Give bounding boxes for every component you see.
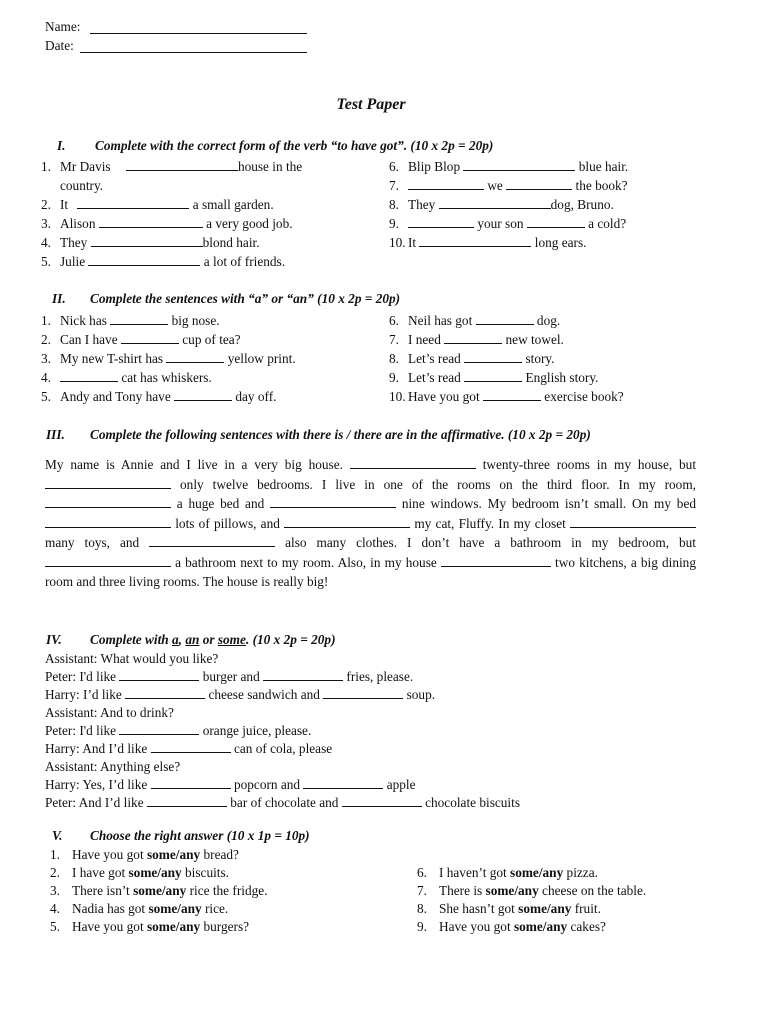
s5-item-2: 2. I have got some/any biscuits. [50,865,229,880]
dialogue-line: Harry: Yes, I’d like popcorn and apple [45,777,416,792]
some-any-choice[interactable]: some/any [133,883,187,898]
some-any-choice[interactable]: some/any [485,883,539,898]
answer-blank[interactable] [147,795,227,807]
answer-blank[interactable] [149,535,275,547]
some-any-choice[interactable]: some/any [510,865,564,880]
answer-blank[interactable] [444,332,502,344]
dialogue-line: Harry: And I’d like can of cola, please [45,741,333,756]
answer-blank[interactable] [121,332,179,344]
answer-blank[interactable] [166,351,224,363]
s1-item-2: 2. It a small garden. [41,197,274,212]
answer-blank[interactable] [45,477,171,489]
section-2-heading: II. Complete the sentences with “a” or “an” (10 x 2p = 20p) [52,291,401,306]
answer-blank[interactable] [174,389,232,401]
s2-item-5: 5. Andy and Tony have day off. [41,389,277,404]
s1-item-1-cont: country. [60,178,104,193]
s2-item-6: 6. Neil has got dog. [389,313,561,328]
answer-blank[interactable] [350,457,476,469]
s2-item-3: 3. My new T-shirt has yellow print. [41,351,296,366]
answer-blank[interactable] [126,159,238,171]
s5-item-5: 5. Have you got some/any burgers? [50,919,250,934]
answer-blank[interactable] [110,313,168,325]
page-title: Test Paper [336,96,406,113]
s5-item-4: 4. Nadia has got some/any rice. [50,901,229,916]
s2-item-2: 2. Can I have cup of tea? [41,332,241,347]
answer-blank[interactable] [77,197,189,209]
s5-item-1: 1. Have you got some/any bread? [50,847,239,862]
answer-blank[interactable] [527,216,585,228]
answer-blank[interactable] [284,516,410,528]
s2-item-9: 9. Let’s read English story. [389,370,599,385]
answer-blank[interactable] [506,178,572,190]
answer-blank[interactable] [91,235,203,247]
date-field[interactable] [80,52,307,53]
answer-blank[interactable] [408,178,484,190]
some-any-choice[interactable]: some/any [513,919,568,934]
answer-blank[interactable] [419,235,531,247]
section-3-heading: III. Complete the following sentences with there is / there are in the affirmative. (10 x 2p = 20p) [46,427,591,442]
answer-blank[interactable] [151,741,231,753]
section-4-heading: IV. Complete with a, an or some. (10 x 2p = 20p) [46,632,336,647]
dialogue-line: Assistant: And to drink? [45,705,174,720]
section-3-paragraph: My name is Annie and I live in a very big house. twenty-three rooms in my house, but only twelve bedrooms. I live in one of the rooms on the third floor. In my room, a huge bed and nine windows. My bedroom isn’t small. On my bed lots of pillows, and my cat, Fluffy. In my closet many toys, and also many clothes. I don’t have a bathroom in my bedroom, but a bathroom next to my room. Also, in my house two kitchens, a big dining room and three living rooms. The house is really big! [45,457,697,589]
dialogue-line: Peter: I'd like burger and fries, please. [45,669,414,684]
some-any-choice[interactable]: some/any [128,865,182,880]
answer-blank[interactable] [464,351,522,363]
dialogue-line: Assistant: What would you like? [45,651,219,666]
dialogue-line: Peter: And I’d like bar of chocolate and chocolate biscuits [45,795,520,810]
answer-blank[interactable] [463,159,575,171]
answer-blank[interactable] [441,555,551,567]
s2-item-7: 7. I need new towel. [389,332,564,347]
answer-blank[interactable] [303,777,383,789]
answer-blank[interactable] [464,370,522,382]
s2-item-1: 1. Nick has big nose. [41,313,220,328]
s1-item-6: 6. Blip Blop blue hair. [389,159,629,174]
section-5-heading: V. Choose the right answer (10 x 1p = 10p) [52,828,310,843]
answer-blank[interactable] [263,669,343,681]
s1-item-4: 4. They blond hair. [41,235,260,250]
answer-blank[interactable] [270,496,396,508]
s1-item-8: 8. They dog, Bruno. [389,197,614,212]
answer-blank[interactable] [476,313,534,325]
s1-item-10: 10. It long ears. [389,235,587,250]
name-field[interactable] [90,33,307,34]
dialogue-line: Assistant: Anything else? [45,759,181,774]
s5-item-3: 3. There isn’t some/any rice the fridge. [50,883,268,898]
s1-item-9: 9. your son a cold? [389,216,627,231]
name-label: Name: [45,19,81,34]
answer-blank[interactable] [408,216,474,228]
s5-item-7: 7. There is some/any cheese on the table. [417,883,647,898]
answer-blank[interactable] [88,254,200,266]
answer-blank[interactable] [60,370,118,382]
answer-blank[interactable] [45,516,171,528]
some-any-choice[interactable]: some/any [146,847,201,862]
answer-blank[interactable] [323,687,403,699]
answer-blank[interactable] [45,555,171,567]
s1-item-5: 5. Julie a lot of friends. [41,254,286,269]
section-1-heading: I. Complete with the correct form of the verb “to have got”. (10 x 2p = 20p) [57,138,494,153]
answer-blank[interactable] [483,389,541,401]
answer-blank[interactable] [151,777,231,789]
s2-item-10: 10. Have you got exercise book? [389,389,624,404]
dialogue-line: Harry: I’d like cheese sandwich and soup. [45,687,436,702]
answer-blank[interactable] [125,687,205,699]
answer-blank[interactable] [45,496,171,508]
s1-item-3: 3. Alison a very good job. [41,216,293,231]
s2-item-4: 4. cat has whiskers. [41,370,212,385]
answer-blank[interactable] [119,669,199,681]
s1-item-1: 1. Mr Davis house in the [41,159,303,174]
s1-item-7: 7. we the book? [389,178,628,193]
date-label: Date: [45,38,74,53]
s5-item-9: 9. Have you got some/any cakes? [417,919,606,934]
answer-blank[interactable] [99,216,203,228]
some-any-choice[interactable]: some/any [518,901,572,916]
dialogue-line: Peter: I'd like orange juice, please. [45,723,312,738]
answer-blank[interactable] [439,197,551,209]
s5-item-6: 6. I haven’t got some/any pizza. [417,865,598,880]
answer-blank[interactable] [119,723,199,735]
some-any-choice[interactable]: some/any [146,919,201,934]
answer-blank[interactable] [342,795,422,807]
s5-item-8: 8. She hasn’t got some/any fruit. [417,901,601,916]
answer-blank[interactable] [570,516,696,528]
s2-item-8: 8. Let’s read story. [389,351,555,366]
some-any-choice[interactable]: some/any [148,901,202,916]
